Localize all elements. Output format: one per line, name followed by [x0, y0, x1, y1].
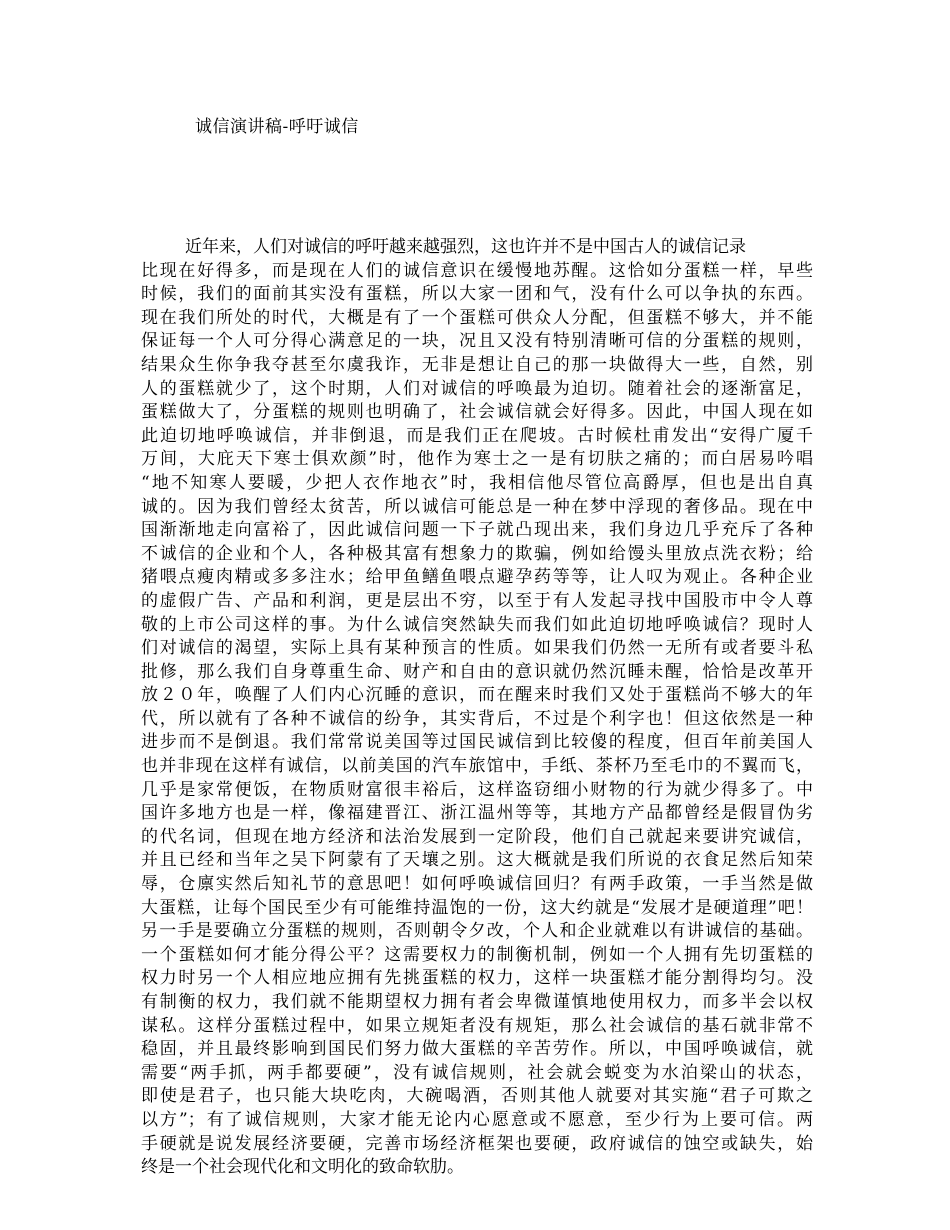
- paragraph-line: 权力时另一个人相应地应拥有先挑蛋糕的权力，这样一块蛋糕才能分割得均匀。没: [141, 968, 813, 989]
- paragraph-line: 大蛋糕，让每个国民至少有可能维持温饱的一份，这大约就是“发展才是硬道理”吧！: [141, 897, 813, 918]
- paragraph-line: 的代名词，但现在地方经济和法治发展到一定阶段，他们自己就起来要讲究诚信，: [141, 826, 813, 847]
- paragraph-line: 一个蛋糕如何才能分得公平？这需要权力的制衡机制，例如一个人拥有先切蛋糕的: [141, 944, 813, 965]
- paragraph-line: 此迫切地呼唤诚信，并非倒退，而是我们正在爬坡。古时候杜甫发出“安得广厦千: [141, 425, 813, 446]
- paragraph-line: 并且已经和当年之吴下阿蒙有了天壤之别。这大概就是我们所说的衣食足然后知荣: [141, 850, 813, 871]
- paragraph-line: 诚的。因为我们曾经太贫苦，所以诚信可能总是一种在梦中浮现的奢侈品。现在中: [141, 496, 813, 517]
- paragraph-line: 敬的上市公司这样的事。为什么诚信突然缺失而我们如此迫切地呼唤诚信？现时人: [141, 614, 813, 635]
- paragraph-line: 需要“两手抓，两手都要硬”，没有诚信规则，社会就会蜕变为水泊梁山的状态，: [141, 1062, 813, 1083]
- paragraph-line: 人的蛋糕就少了，这个时期，人们对诚信的呼唤最为迫切。随着社会的逐渐富足，: [141, 378, 813, 399]
- paragraph-line: 现在我们所处的时代，大概是有了一个蛋糕可供众人分配，但蛋糕不够大，并不能: [141, 307, 813, 328]
- paragraph-line: 比现在好得多，而是现在人们的诚信意识在缓慢地苏醒。这恰如分蛋糕一样，早些: [141, 260, 813, 281]
- paragraph-line: 另一手是要确立分蛋糕的规则，否则朝令夕改，个人和企业就难以有讲诚信的基础。: [141, 921, 813, 942]
- paragraph-line: 稳固，并且最终影响到国民们努力做大蛋糕的辛苦劳作。所以，中国呼唤诚信，就: [141, 1039, 813, 1060]
- paragraph-line: 辱，仓廪实然后知礼节的意思吧！如何呼唤诚信回归？有两手政策，一手当然是做: [141, 874, 813, 895]
- paragraph-line: 终是一个社会现代化和文明化的致命软肋。: [141, 1157, 464, 1178]
- paragraph-line: 几乎是家常便饭，在物质财富很丰裕后，这样盗窃细小财物的行为就少得多了。中: [141, 779, 813, 800]
- paragraph-line: 即使是君子，也只能大块吃肉，大碗喝酒，否则其他人就要对其实施“君子可欺之: [141, 1086, 813, 1107]
- paragraph-line: 谋私。这样分蛋糕过程中，如果立规矩者没有规矩，那么社会诚信的基石就非常不: [141, 1015, 813, 1036]
- paragraph-line: 批修，那么我们自身尊重生命、财产和自由的意识就仍然沉睡未醒，恰恰是改革开: [141, 661, 813, 682]
- paragraph-line: “地不知寒人要暖，少把人衣作地衣”时，我相信他尽管位高爵厚，但也是出自真: [141, 472, 813, 493]
- paragraph-line: 代，所以就有了各种不诚信的纷争，其实背后，不过是个利字也！但这依然是一种: [141, 708, 813, 729]
- paragraph-line: 手硬就是说发展经济要硬，完善市场经济框架也要硬，政府诚信的蚀空或缺失，始: [141, 1133, 813, 1154]
- paragraph-line: 国许多地方也是一样，像福建晋江、浙江温州等等，其地方产品都曾经是假冒伪劣: [141, 803, 813, 824]
- paragraph-line: 的虚假广告、产品和利润，更是层出不穷，以至于有人发起寻找中国股市中令人尊: [141, 590, 813, 611]
- paragraph-line: 以方”；有了诚信规则，大家才能无论内心愿意或不愿意，至少行为上要可信。两: [141, 1109, 813, 1130]
- paragraph-line: 也并非现在这样有诚信，以前美国的汽车旅馆中，手纸、茶杯乃至毛巾的不翼而飞，: [141, 756, 813, 777]
- paragraph-line: 国渐渐地走向富裕了，因此诚信问题一下子就凸现出来，我们身边几乎充斥了各种: [141, 520, 813, 541]
- paragraph-line: 放２０年，唤醒了人们内心沉睡的意识，而在醒来时我们又处于蛋糕尚不够大的年: [141, 685, 813, 706]
- paragraph-line: 不诚信的企业和个人，各种极其富有想象力的欺骗，例如给馒头里放点洗衣粉；给: [141, 543, 813, 564]
- paragraph-line: 保证每一个人可分得心满意足的一块，况且又没有特别清晰可信的分蛋糕的规则，: [141, 331, 813, 352]
- document-body: [141, 236, 813, 1180]
- paragraph-line: 万间，大庇天下寒士俱欢颜”时，他作为寒士之一是有切肤之痛的；而白居易吟唱: [141, 449, 813, 470]
- paragraph-line: 们对诚信的渴望，实际上具有某种预言的性质。如果我们仍然一无所有或者要斗私: [141, 638, 813, 659]
- paragraph-line: 蛋糕做大了，分蛋糕的规则也明确了，社会诚信就会好得多。因此，中国人现在如: [141, 402, 813, 423]
- paragraph-line: 结果众生你争我夺甚至尔虞我诈，无非是想让自己的那一块做得大一些，自然，别: [141, 354, 813, 375]
- paragraph-line: 时候，我们的面前其实没有蛋糕，所以大家一团和气，没有什么可以争执的东西。: [141, 284, 813, 305]
- paragraph-line: 猪喂点瘦肉精或多多注水；给甲鱼鳝鱼喂点避孕药等等，让人叹为观止。各种企业: [141, 567, 813, 588]
- document-title: 诚信演讲稿-呼吁诚信: [195, 117, 359, 137]
- paragraph-line: 有制衡的权力，我们就不能期望权力拥有者会卑微谨慎地使用权力，而多半会以权: [141, 992, 813, 1012]
- paragraph-line: 进步而不是倒退。我们常常说美国等过国民诚信到比较傻的程度，但百年前美国人: [141, 732, 813, 753]
- paragraph-line: 近年来，人们对诚信的呼吁越来越强烈，这也许并不是中国古人的诚信记录: [185, 237, 746, 257]
